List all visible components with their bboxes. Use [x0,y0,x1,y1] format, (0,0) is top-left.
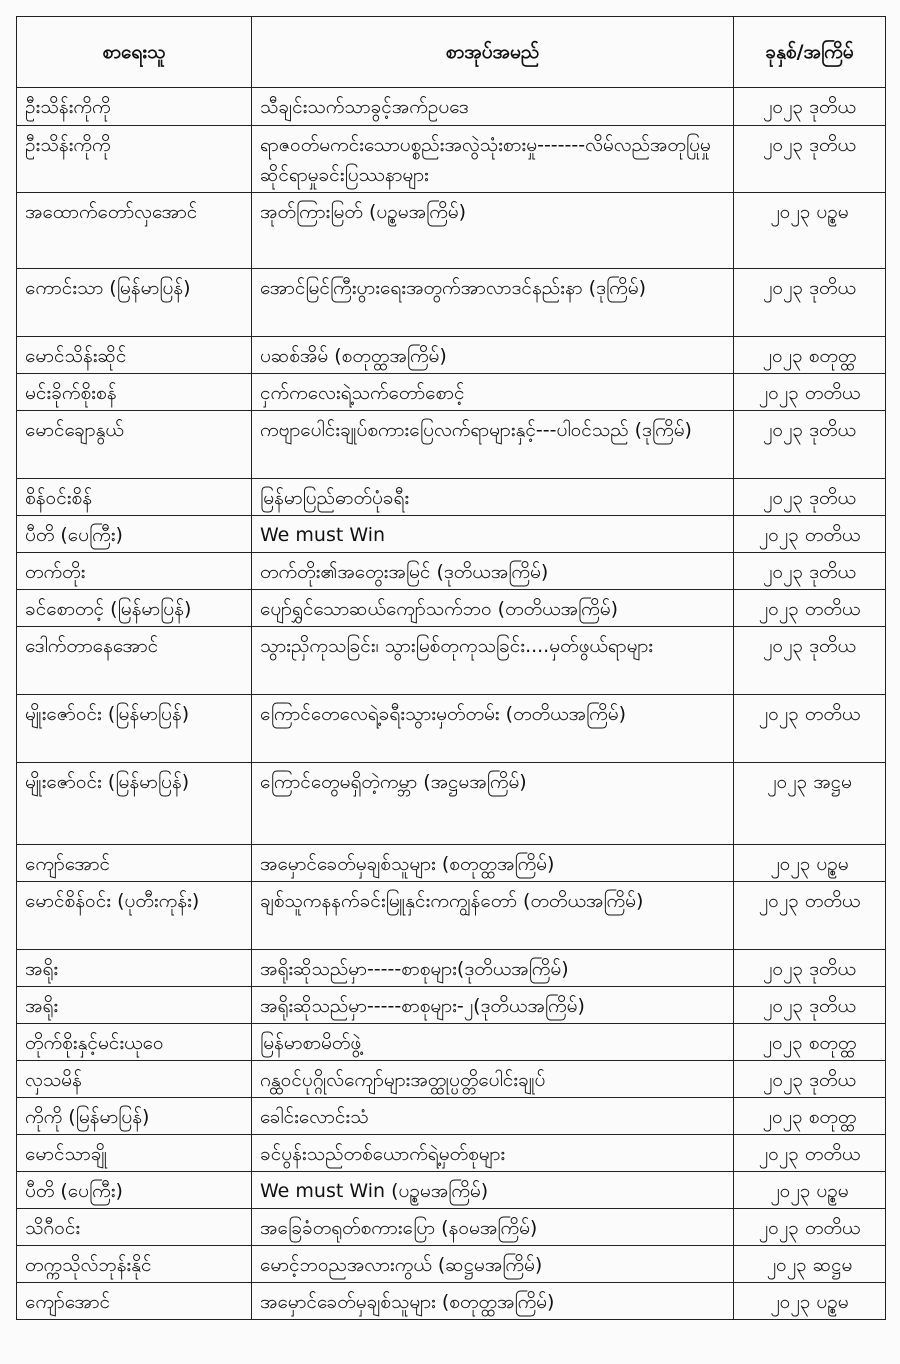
author-cell: ကျော်အောင် [17,1283,252,1320]
table-row [17,987,886,1024]
year-cell: ၂၀၂၃ ဒုတိယ [734,950,886,987]
author-cell: မောင်ချောနွယ် [17,411,252,479]
year-cell: ၂၀၂၃ တတိယ [734,374,886,411]
title-cell: အမှောင်ခေတ်မှချစ်သူများ (စတုတ္ထအကြိမ်) [252,1283,734,1320]
author-cell: မောင်သိန်းဆိုင် [17,337,252,374]
title-cell: တက်တိုး၏အတွေးအမြင် (ဒုတိယအကြိမ်) [252,553,734,590]
author-cell: တိုက်စိုးနှင့်မင်းယုဝေ [17,1024,252,1061]
author-cell: ခင်စောတင့် (မြန်မာပြန်) [17,590,252,627]
author-cell: ဦးသိန်းကိုကို [17,126,252,193]
table-row [17,479,886,516]
year-cell: ၂၀၂၃ တတိယ [734,1209,886,1246]
table-row [17,1209,886,1246]
author-cell: မင်းခိုက်စိုးစန် [17,374,252,411]
author-cell: ဦးသိန်းကိုကို [17,88,252,126]
year-cell: ၂၀၂၃ ပဉ္စမ [734,1283,886,1320]
table-body [17,88,886,1320]
title-cell: We must Win [252,516,734,553]
title-cell: မြန်မာစာမိတ်ဖွဲ့ [252,1024,734,1061]
year-cell: ၂၀၂၃ ဒုတိယ [734,411,886,479]
author-cell: ကိုကို (မြန်မာပြန်) [17,1098,252,1135]
table-row [17,882,886,950]
year-cell: ၂၀၂၃ တတိယ [734,882,886,950]
year-cell: ၂၀၂၃ ပဉ္စမ [734,845,886,882]
table-row [17,269,886,337]
title-cell: ငှက်ကလေးရဲ့သက်တော်စောင့် [252,374,734,411]
author-cell: မောင်စိန်ဝင်း (ပုတီးကုန်း) [17,882,252,950]
title-cell: ကြောင်တေလေရဲ့ခရီးသွားမှတ်တမ်း (တတိယအကြိမ်) [252,695,734,763]
year-cell: ၂၀၂၃ ဒုတိယ [734,479,886,516]
author-cell: လှသမိန် [17,1061,252,1098]
table-row [17,411,886,479]
year-cell: ၂၀၂၃ စတုတ္ထ [734,337,886,374]
table-row [17,695,886,763]
title-cell: ချစ်သူကနနက်ခင်းမြူနှင်းကကျွန်တော် (တတိယအကြိမ်) [252,882,734,950]
author-cell: တက္ကသိုလ်ဘုန်းနိုင် [17,1246,252,1283]
table-row [17,516,886,553]
table-row [17,1135,886,1172]
title-cell: ကဗျာပေါင်းချုပ်စကားပြေလက်ရာများနှင့်---ပါဝင်သည် (ဒုကြိမ်) [252,411,734,479]
year-cell: ၂၀၂၃ စတုတ္ထ [734,1098,886,1135]
year-cell: ၂၀၂၃ ဒုတိယ [734,1061,886,1098]
year-cell: ၂၀၂၃ ဒုတိယ [734,627,886,695]
header-author: စာရေးသူ [17,17,252,88]
header-year-edition: ခုနှစ်/အကြိမ် [734,17,886,88]
author-cell: သိဂီဝင်း [17,1209,252,1246]
year-cell: ၂၀၂၃ ဒုတိယ [734,88,886,126]
title-cell: မောင့်ဘဝညအလားကွယ် (ဆဋ္ဌမအကြိမ်) [252,1246,734,1283]
table-row [17,950,886,987]
author-cell: ပီတိ (ပေကြီး) [17,1172,252,1209]
title-cell: ခင်ပွန်းသည်တစ်ယောက်ရဲ့မှတ်စုများ [252,1135,734,1172]
title-cell: ကြောင်တွေမရှိတဲ့ကမ္ဘာ (အဋ္ဌမအကြိမ်) [252,763,734,845]
table-row [17,553,886,590]
year-cell: ၂၀၂၃ ပဉ္စမ [734,1172,886,1209]
author-cell: အရိုး [17,950,252,987]
header-row [17,17,886,88]
author-cell: ပီတိ (ပေကြီး) [17,516,252,553]
author-cell: အရိုး [17,987,252,1024]
table-row [17,1061,886,1098]
table-row [17,1172,886,1209]
title-cell: ပျော်ရွှင်သောဆယ်ကျော်သက်ဘဝ (တတိယအကြိမ်) [252,590,734,627]
year-cell: ၂၀၂၃ တတိယ [734,695,886,763]
year-cell: ၂၀၂၃ ဒုတိယ [734,269,886,337]
title-cell: ဂန္ထဝင်ပုဂ္ဂိုလ်ကျော်များအတ္ထုပ္ပတ္တိပေါင်းချုပ် [252,1061,734,1098]
year-cell: ၂၀၂၃ ဒုတိယ [734,987,886,1024]
author-cell: အထောက်တော်လှအောင် [17,193,252,269]
author-cell: ကျော်အောင် [17,845,252,882]
table-row [17,627,886,695]
year-cell: ၂၀၂၃ တတိယ [734,1135,886,1172]
table-row [17,590,886,627]
author-cell: မောင်သာချို [17,1135,252,1172]
year-cell: ၂၀၂၃ ပဉ္စမ [734,193,886,269]
title-cell: သွားညှိကုသခြင်း၊ သွားမြစ်တုကုသခြင်း....မှတ်ဖွယ်ရာများ [252,627,734,695]
author-cell: မျိုးဇော်ဝင်း (မြန်မာပြန်) [17,695,252,763]
year-cell: ၂၀၂၃ ဒုတိယ [734,126,886,193]
table-row [17,845,886,882]
header-title: စာအုပ်အမည် [252,17,734,88]
table-row [17,126,886,193]
title-cell: မြန်မာပြည်ဓာတ်ပုံခရီး [252,479,734,516]
title-cell: ခေါင်းလောင်းသံ [252,1098,734,1135]
author-cell: တက်တိုး [17,553,252,590]
year-cell: ၂၀၂၃ စတုတ္ထ [734,1024,886,1061]
table-row [17,1098,886,1135]
table-row [17,337,886,374]
year-cell: ၂၀၂၃ တတိယ [734,590,886,627]
table-row [17,763,886,845]
title-cell: သီချင်းသက်သာခွင့်အက်ဥပဒေ [252,88,734,126]
table-row [17,193,886,269]
author-cell: ကောင်းသာ (မြန်မာပြန်) [17,269,252,337]
table-row [17,1246,886,1283]
author-cell: စိန်ဝင်းစိန် [17,479,252,516]
year-cell: ၂၀၂၃ တတိယ [734,516,886,553]
year-cell: ၂၀၂၃ ဆဋ္ဌမ [734,1246,886,1283]
year-cell: ၂၀၂၃ အဋ္ဌမ [734,763,886,845]
title-cell: ရာဇဝတ်မကင်းသောပစ္စည်းအလွဲသုံးစားမှု-------လိမ်လည်အတုပြုမှုဆိုင်ရာမှုခင်းပြဿနာများ [252,126,734,193]
title-cell: အရိုးဆိုသည်မှာ-----စာစုများ(ဒုတိယအကြိမ်) [252,950,734,987]
table-row [17,88,886,126]
author-cell: ဒေါက်တာနေအောင် [17,627,252,695]
table-row [17,1024,886,1061]
table-row [17,374,886,411]
author-cell: မျိုးဇော်ဝင်း (မြန်မာပြန်) [17,763,252,845]
title-cell: အောင်မြင်ကြီးပွားရေးအတွက်အာလာဒင်နည်းနာ (ဒုကြိမ်) [252,269,734,337]
title-cell: အမှောင်ခေတ်မှချစ်သူများ (စတုတ္ထအကြိမ်) [252,845,734,882]
title-cell: အရိုးဆိုသည်မှာ-----စာစုများ-၂(ဒုတိယအကြိမ်) [252,987,734,1024]
table-row [17,1283,886,1320]
book-list-table [16,16,886,1320]
title-cell: အခြေခံတရုတ်စကားပြော (နဝမအကြိမ်) [252,1209,734,1246]
title-cell: အုတ်ကြားမြတ် (ပဉ္စမအကြိမ်) [252,193,734,269]
year-cell: ၂၀၂၃ ဒုတိယ [734,553,886,590]
title-cell: We must Win (ပဉ္စမအကြိမ်) [252,1172,734,1209]
title-cell: ပဆစ်အိမ် (စတုတ္ထအကြိမ်) [252,337,734,374]
